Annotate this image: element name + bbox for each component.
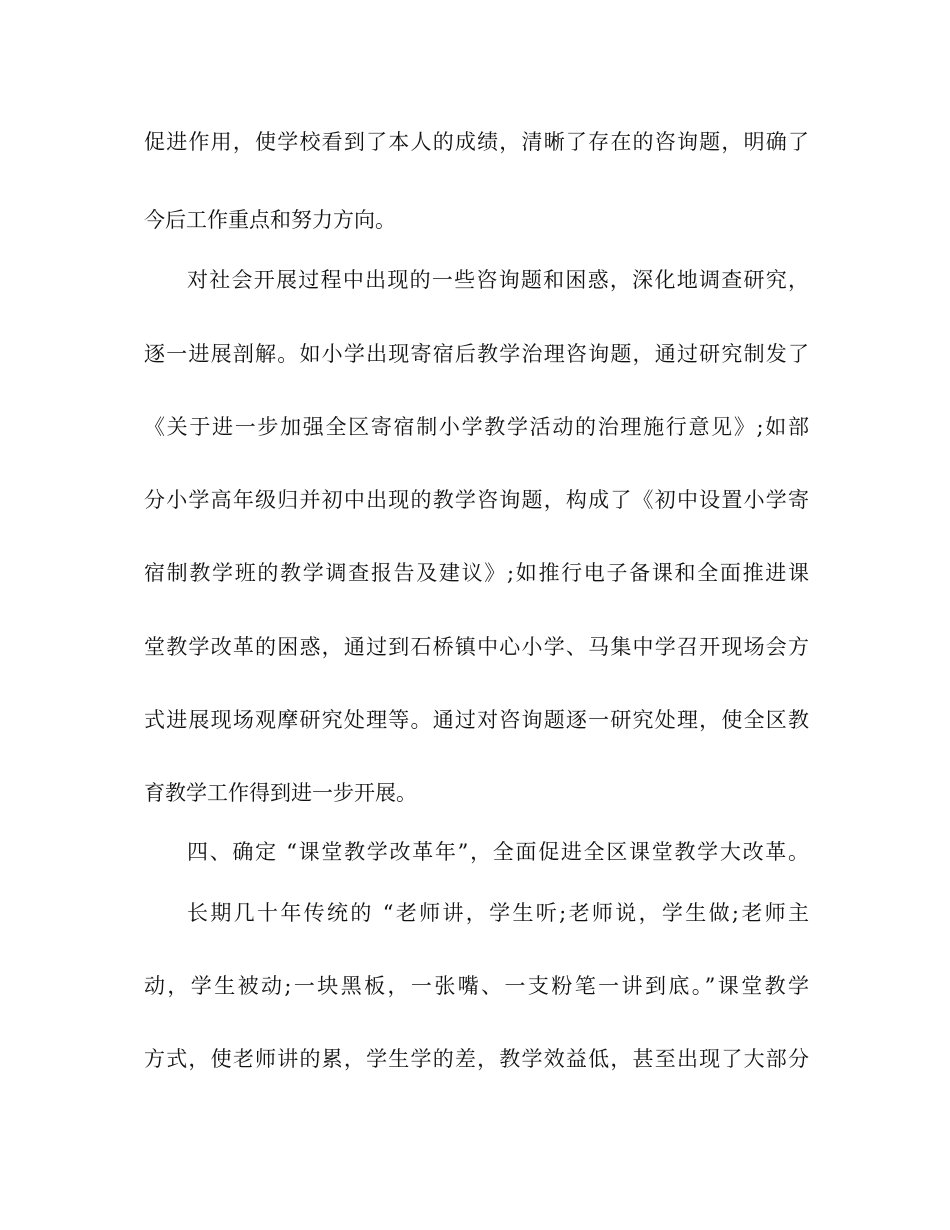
paragraph-line: 动，学生被动;一块黑板，一张嘴、一支粉笔一讲到底。”课堂教学: [144, 974, 809, 998]
paragraph-line: 堂教学改革的困惑，通过到石桥镇中心小学、马集中学召开现场会方: [144, 635, 809, 659]
paragraph-line: 今后工作重点和努力方向。: [144, 208, 396, 232]
section-heading: 四、确定 “课堂教学改革年”，全面促进全区课堂教学大改革。: [187, 840, 809, 864]
paragraph-line: 《关于进一步加强全区寄宿制小学教学活动的治理施行意见》;如部: [144, 415, 809, 439]
paragraph-line: 长期几十年传统的 “老师讲，学生听;老师说，学生做;老师主: [187, 901, 809, 925]
paragraph-line: 分小学高年级归并初中出现的教学咨询题，构成了《初中设置小学寄: [144, 488, 809, 512]
paragraph-line: 逐一进展剖解。如小学出现寄宿后教学治理咨询题，通过研究制发了: [144, 342, 809, 366]
paragraph-line: 宿制教学班的教学调查报告及建议》;如推行电子备课和全面推进课: [144, 561, 809, 585]
paragraph-line: 对社会开展过程中出现的一些咨询题和困惑，深化地调查研究，: [187, 268, 809, 292]
paragraph-line: 育教学工作得到进一步开展。: [144, 781, 417, 805]
paragraph-line: 促进作用，使学校看到了本人的成绩，清晰了存在的咨询题，明确了: [144, 130, 809, 154]
paragraph-line: 式进展现场观摩研究处理等。通过对咨询题逐一研究处理，使全区教: [144, 708, 809, 732]
paragraph-line: 方式，使老师讲的累，学生学的差，教学效益低，甚至出现了大部分: [144, 1047, 809, 1071]
